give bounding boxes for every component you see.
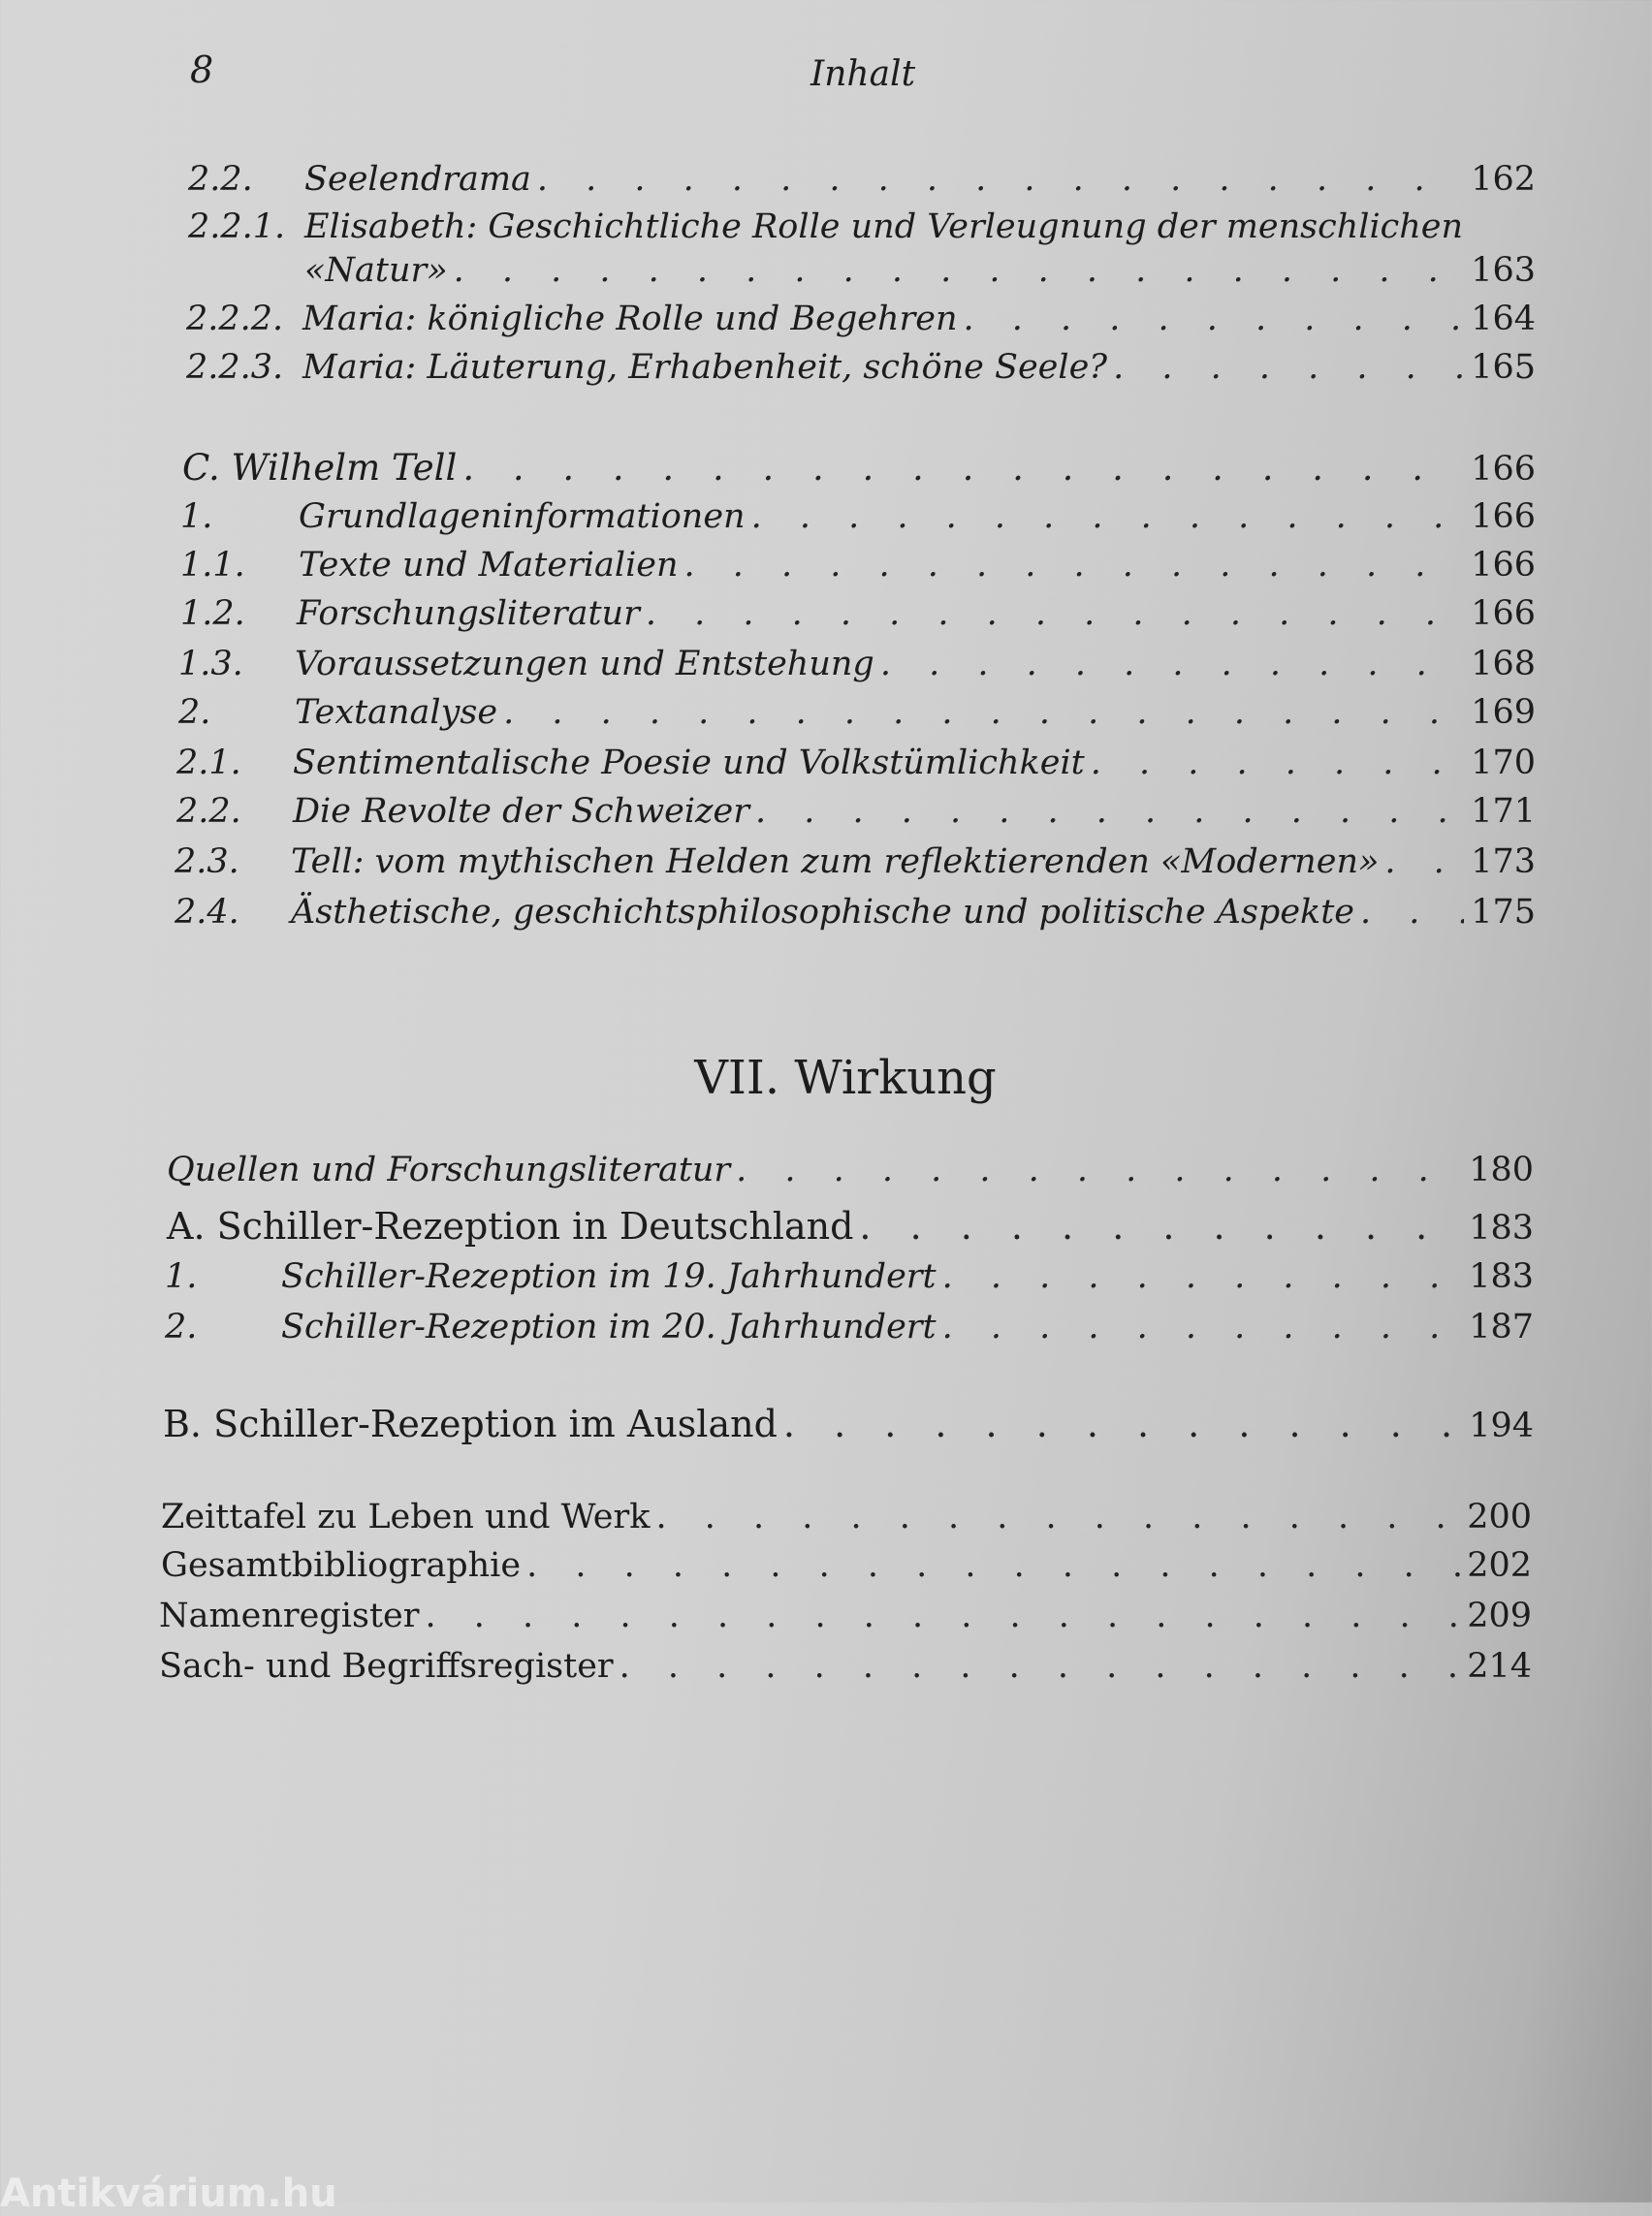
toc-entry-page: 209 — [1467, 1597, 1532, 1635]
toc-entry-number: 2.3. — [175, 842, 239, 881]
toc-entry-number: 1.2. — [180, 594, 245, 633]
toc-entry — [178, 693, 1536, 732]
leader-dots — [755, 795, 1464, 829]
toc-entry-title: Maria: Läuterung, Erhabenheit, schöne Seele? — [302, 348, 1108, 387]
toc-entry-page: 183 — [1469, 1257, 1534, 1296]
toc-entry-title: Schiller-Rezeption im 20. Jahrhundert — [281, 1308, 937, 1346]
toc-entry-number: 2.2. — [188, 160, 253, 199]
toc-entry-title: Zeittafel zu Leben und Werk — [161, 1498, 651, 1536]
toc-entry-number: 2. — [165, 1308, 198, 1346]
leader-dots — [859, 1208, 1462, 1245]
toc-entry-number: 2. — [178, 693, 211, 732]
toc-entry — [188, 207, 1463, 246]
leader-dots — [1113, 351, 1464, 385]
toc-entry-title-continued: «Natur» — [304, 251, 448, 290]
toc-part-title: A. Schiller-Rezeption in Deutschland — [167, 1205, 854, 1248]
toc-entry — [175, 842, 1536, 881]
toc-entry-page: 187 — [1469, 1308, 1534, 1346]
leader-dots — [462, 450, 1464, 486]
leader-dots — [526, 1549, 1460, 1583]
toc-entry-page: 183 — [1469, 1209, 1534, 1248]
toc-entry-number: 2.1. — [176, 744, 241, 782]
toc-entry — [175, 893, 1536, 932]
toc-entry-number: 2.2.2. — [186, 300, 284, 338]
toc-entry-number: 1. — [165, 1257, 198, 1296]
leader-dots — [454, 254, 1464, 288]
toc-part-heading — [163, 1403, 1534, 1445]
leader-dots — [1360, 896, 1464, 930]
toc-entry-title: Gesamtbibliographie — [161, 1546, 522, 1585]
leader-dots — [425, 1599, 1460, 1633]
toc-entry — [167, 1151, 1534, 1189]
toc-entry — [176, 746, 1536, 780]
toc-entry-number: 2.2.1. — [188, 207, 286, 246]
toc-entry-number: 1. — [180, 497, 213, 536]
toc-entry-page: 166 — [1471, 546, 1536, 585]
leader-dots — [684, 549, 1464, 583]
toc-entry-page: 163 — [1471, 251, 1536, 290]
toc-entry-page: 169 — [1471, 693, 1536, 732]
toc-entry — [165, 1257, 1534, 1296]
toc-section-title: C. Wilhelm Tell — [182, 447, 458, 489]
leader-dots — [655, 1501, 1460, 1535]
leader-dots — [1091, 746, 1464, 780]
leader-dots — [736, 1154, 1462, 1187]
toc-entry-page: 194 — [1469, 1407, 1534, 1445]
toc-part-title: B. Schiller-Rezeption im Ausland — [163, 1403, 778, 1445]
toc-entry-title: Textanalyse — [295, 693, 498, 732]
toc-entry-continuation — [304, 251, 1536, 290]
toc-entry-page: 173 — [1471, 842, 1536, 881]
toc-entry-page: 166 — [1471, 594, 1536, 633]
toc-entry-page: 171 — [1471, 792, 1536, 831]
toc-entry-number: 2.2. — [176, 792, 241, 831]
toc-entry-page: 166 — [1471, 497, 1536, 536]
toc-appendix-entry — [161, 1546, 1532, 1585]
toc-entry-title: Elisabeth: Geschichtliche Rolle und Verleugnung der menschlichen — [304, 207, 1464, 246]
toc-entry-page: 180 — [1469, 1151, 1534, 1189]
toc-entry-title: Die Revolte der Schweizer — [293, 792, 749, 831]
leader-dots — [880, 648, 1464, 681]
leader-dots — [751, 500, 1464, 534]
toc-part-heading — [167, 1205, 1534, 1248]
toc-entry — [180, 546, 1536, 585]
leader-dots — [537, 163, 1464, 197]
leader-dots — [942, 1311, 1462, 1345]
toc-entry-title: Texte und Materialien — [299, 546, 679, 585]
toc-entry-page: 165 — [1471, 348, 1536, 387]
toc-entry-number: 2.2.3. — [186, 348, 284, 387]
toc-entry-title: Sentimentalische Poesie und Volkstümlichkeit — [293, 744, 1085, 782]
toc-entry-number: 1.1. — [180, 546, 245, 585]
running-head: Inhalt — [810, 54, 916, 94]
toc-entry — [165, 1308, 1534, 1346]
toc-entry — [186, 348, 1536, 387]
toc-entry-page: 200 — [1467, 1498, 1532, 1536]
toc-entry — [176, 792, 1536, 831]
toc-entry-page: 170 — [1471, 744, 1536, 782]
toc-entry-page: 214 — [1467, 1647, 1532, 1686]
toc-entry — [180, 594, 1536, 633]
chapter-heading — [0, 1051, 1652, 1105]
toc-entry-page: 164 — [1471, 300, 1536, 338]
leader-dots — [646, 597, 1464, 631]
leader-dots — [964, 302, 1464, 336]
leader-dots — [783, 1406, 1462, 1442]
toc-entry-title: Maria: königliche Rolle und Begehren — [302, 300, 958, 338]
leader-dots — [503, 696, 1464, 730]
toc-entry — [180, 497, 1536, 536]
toc-entry-title: Namenregister — [159, 1597, 420, 1635]
toc-entry-title: Ästhetische, geschichtsphilosophische und politische Aspekte — [291, 893, 1355, 932]
toc-entry-title: Seelendrama — [304, 160, 531, 199]
toc-entry-number: 1.3. — [178, 645, 243, 683]
toc-entry-title: Quellen und Forschungsliteratur — [167, 1151, 731, 1189]
toc-entry-title: Sach- und Begriffsregister — [159, 1647, 614, 1686]
leader-dots — [620, 1650, 1460, 1684]
watermark-text: Antikvárium.hu — [0, 2171, 337, 2216]
toc-entry-title: Grundlageninformationen — [299, 497, 746, 536]
toc-entry-number: 2.4. — [175, 893, 239, 932]
leader-dots — [1384, 845, 1464, 879]
toc-appendix-entry — [159, 1647, 1532, 1686]
toc-appendix-entry — [161, 1498, 1532, 1536]
toc-entry-page: 175 — [1471, 893, 1536, 932]
toc-entry — [178, 645, 1536, 683]
toc-entry-page: 162 — [1471, 160, 1536, 199]
toc-entry-title: Forschungsliteratur — [297, 594, 640, 633]
toc-entry-title: Schiller-Rezeption im 19. Jahrhundert — [281, 1257, 937, 1296]
page-number: 8 — [190, 48, 214, 91]
toc-entry — [186, 302, 1536, 336]
toc-section-heading — [182, 447, 1536, 489]
toc-entry-title: Tell: vom mythischen Helden zum reflektierenden «Modernen» — [291, 842, 1380, 881]
toc-entry — [188, 160, 1536, 199]
chapter-title: VII. Wirkung — [694, 1051, 997, 1105]
leader-dots — [942, 1260, 1462, 1294]
toc-entry-page: 166 — [1471, 450, 1536, 489]
toc-entry-page: 168 — [1471, 645, 1536, 683]
toc-entry-page: 202 — [1467, 1546, 1532, 1585]
toc-appendix-entry — [159, 1599, 1532, 1633]
toc-entry-title: Voraussetzungen und Entstehung — [295, 645, 874, 683]
